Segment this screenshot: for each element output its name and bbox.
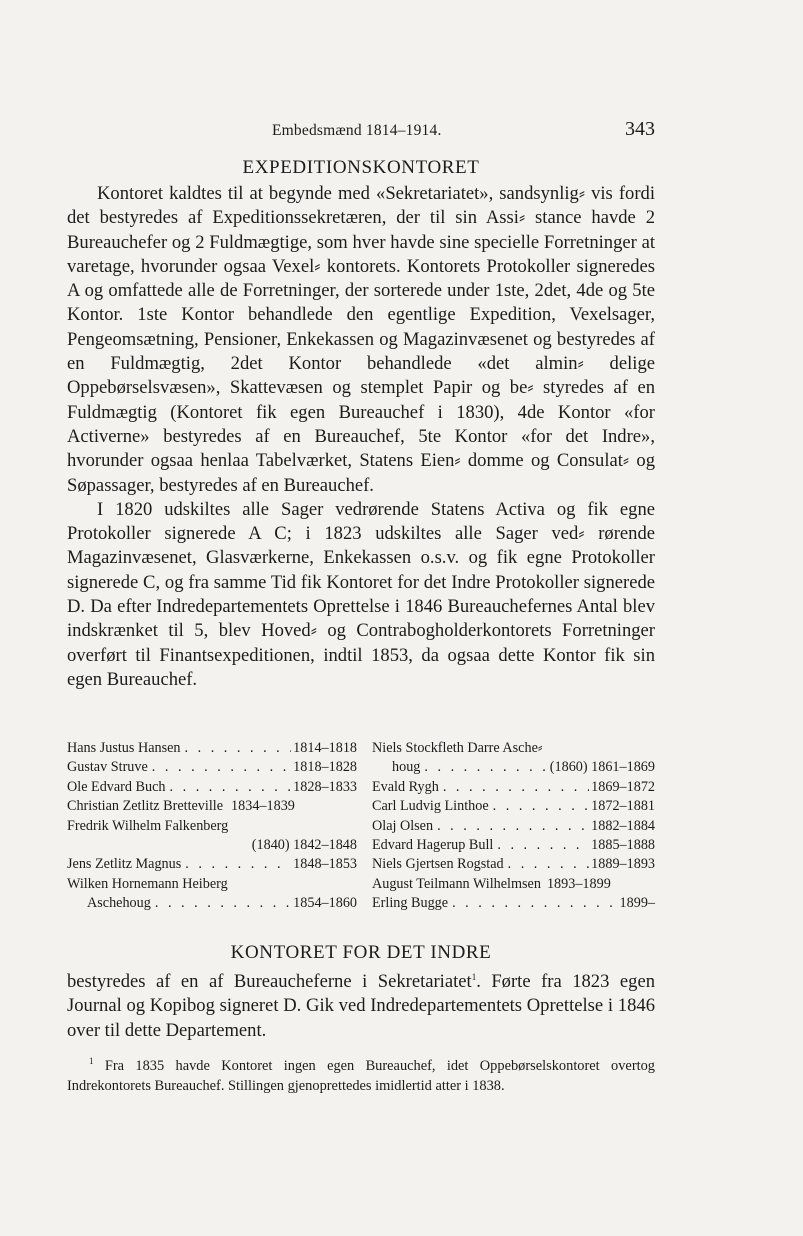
paragraph: bestyredes af en af Bureaucheferne i Sekretariatet$^1$. Førte fra 1823 egen Journal og Kopibog signeret D. Gik ved Indredepartementets Oprettelse i 1846 over til dette Departement. — [67, 971, 655, 1041]
list-item: Fredrik Wilhelm Falkenberg — [67, 817, 229, 834]
list-item: Evald Rygh . . . 1869–1872 — [372, 778, 655, 797]
footnote-marker: 1 — [471, 971, 477, 982]
section-body-expeditionskontoret — [67, 182, 655, 692]
list-item: Aschehoug . . . 1854–1860 — [67, 894, 357, 913]
list-item: Christian Zetlitz Bretteville 1834–1839 — [67, 798, 295, 815]
list-item: Erling Bugge . . . 1899– — [372, 894, 655, 913]
paragraph: I 1820 udskiltes alle Sager vedrørende Statens Activa og fik egne Protokoller signerede A C; i 1823 udskiltes alle Sager ved⸗ rørende Magazinvæsenet, Glasværkerne, Enkekassen o.s.v. og fik egne Protokoller signerede C, og fra samme Tid fik Kontoret for det Indre Protokoller signerede D. Da efter Indredepartementets Oprettelse i 1846 Bureauchefernes Antal blev indskrænket til 5, blev Hoved⸗ og Contrabogholderkontorets Forretninger overført til Finantsexpeditionen, indtil 1853, da ogsaa dette Kontor fik sin egen Bureauchef. — [67, 498, 655, 690]
list-item: (1840) 1842–1848 — [251, 837, 357, 854]
section-body-kontoret-for-det-indre — [67, 970, 655, 1043]
list-item: Ole Edvard Buch . . . 1828–1833 — [67, 778, 357, 797]
paragraph: Kontoret kaldtes til at begynde med «Sekretariatet», sandsynlig⸗ vis fordi det bestyredes af Expeditionssekretæren, der til sin Assi⸗ stance havde 2 Bureauchefer og 2 Fuldmægtige, som hver havde sine specielle Forretninger at varetage, hvorunder ogsaa Vexel⸗ kontorets. Kontorets Protokoller signeredes A og omfattede alle de Forretninger, der sorterede under 1ste, 2det, 4de og 5te Kontor. 1ste Kontor behandlede den egentlige Expedition, Vexelsager, Pengeomsætning, Pensioner, Enkekassen og Magazinvæsenet og bestyredes af en Fuldmægtig, 2det Kontor behandlede «det almin⸗ delige Oppebørselsvæsen», Skattevæsen og stemplet Papir og be⸗ styredes af en Fuldmægtig (Kontoret fik egen Bureauchef i 1830), 4de Kontor «for Activerne» bestyredes af en Bureauchef, 5te Kontor «for det Indre», hvorunder ogsaa henlaa Tabelværket, Statens Eien⸗ domme og Consulat⸗ og Søpassager, bestyredes af en Bureauchef. — [67, 183, 655, 496]
list-item: Gustav Struve . . . 1818–1828 — [67, 758, 357, 777]
running-title: Embedsmænd 1814–1914. — [272, 122, 442, 139]
list-item: Wilken Hornemann Heiberg — [67, 875, 228, 892]
list-item: Niels Gjertsen Rogstad . . . 1889–1893 — [372, 855, 655, 874]
list-item: August Teilmann Wilhelmsen 1893–1899 — [372, 875, 611, 892]
section-title-kontoret-for-det-indre: KONTORET FOR DET INDRE — [230, 942, 492, 963]
footnote-marker: 1 — [89, 1056, 94, 1067]
section-title-expeditionskontoret: EXPEDITIONSKONTORET — [242, 157, 480, 178]
officials-list-left — [67, 739, 357, 914]
list-item: houg . . . (1860) 1861–1869 — [372, 758, 655, 777]
page-number: 343 — [625, 118, 655, 140]
list-item: Carl Ludvig Linthoe . . . 1872–1881 — [372, 797, 655, 816]
list-item: Olaj Olsen . . . 1882–1884 — [372, 817, 655, 836]
list-item: Jens Zetlitz Magnus . . . 1848–1853 — [67, 855, 357, 874]
footnote-text: Fra 1835 havde Kontoret ingen egen Bureauchef, idet Oppebørselskontoret overtog Indrekontorets Bureauchef. Stillingen gjenoprettedes imidlertid atter i 1838. — [67, 1058, 655, 1094]
list-item: Edvard Hagerup Bull . . . 1885–1888 — [372, 836, 655, 855]
officials-list-right — [372, 739, 655, 914]
footnote — [67, 1057, 655, 1096]
list-item: Hans Justus Hansen . . . 1814–1818 — [67, 739, 357, 758]
page-header — [67, 120, 655, 144]
list-item: Niels Stockfleth Darre Asche⸗ — [372, 740, 543, 756]
